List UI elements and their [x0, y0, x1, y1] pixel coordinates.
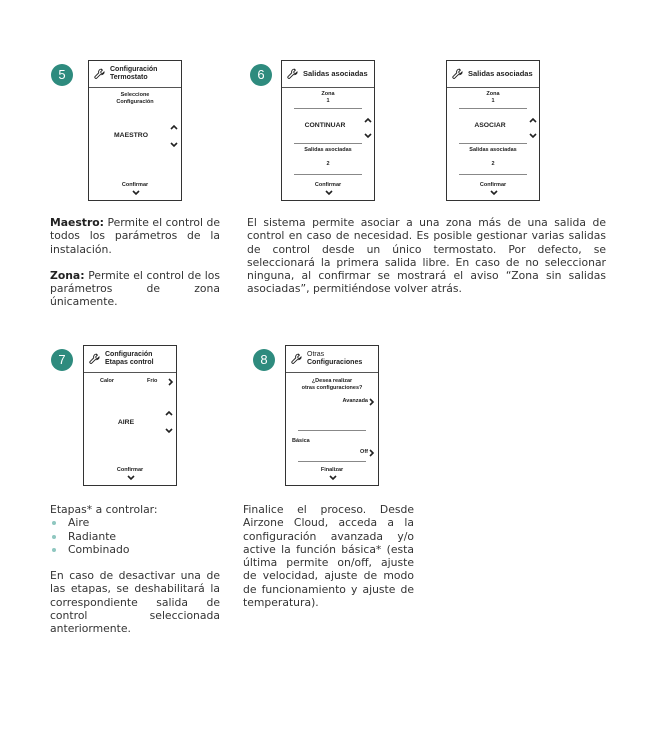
step-6-badge: 6	[250, 64, 272, 86]
chevron-right-icon[interactable]	[168, 378, 174, 386]
screen-title	[307, 351, 362, 367]
zone-value: 1	[326, 98, 330, 104]
wrench-icon	[286, 67, 300, 81]
screen-header	[286, 346, 378, 373]
zone-field	[282, 91, 374, 105]
selected-value: ASOCIAR	[474, 122, 506, 129]
title-line-2: Termostato	[110, 74, 148, 81]
step-8-badge: 8	[253, 349, 275, 371]
divider	[459, 108, 527, 109]
screen-title	[110, 66, 157, 82]
selected-value: AIRE	[117, 419, 135, 426]
chevron-down-icon[interactable]	[165, 428, 173, 434]
finish-button[interactable]: Finalizar	[320, 467, 344, 473]
divider	[298, 430, 366, 431]
basic-label: Básica	[292, 438, 310, 444]
step-5-description	[50, 216, 220, 309]
screen-title: Salidas asociadas	[468, 69, 533, 78]
advanced-option[interactable]: Avanzada	[342, 398, 368, 404]
chevron-right-icon[interactable]	[369, 449, 375, 457]
screen-header	[447, 61, 539, 88]
divider	[459, 174, 527, 175]
title-line-1: Otras	[307, 351, 325, 358]
calor-option[interactable]: Calor	[100, 378, 115, 384]
screen-configuracion-etapas	[83, 345, 177, 486]
divider	[298, 461, 366, 462]
outputs-label: Salidas asociadas	[469, 147, 517, 153]
chevron-down-icon[interactable]	[529, 133, 537, 139]
confirm-chevron-icon[interactable]	[490, 190, 498, 196]
outputs-value: 2	[491, 161, 495, 167]
question-line-2: otras configuraciones?	[301, 385, 363, 391]
step-5-badge: 5	[51, 64, 73, 86]
wrench-icon	[451, 67, 465, 81]
chevron-up-icon[interactable]	[170, 124, 178, 130]
zone-label: Zona	[486, 91, 500, 97]
divider	[294, 174, 362, 175]
confirm-button[interactable]: Confirmar	[116, 467, 144, 473]
maestro-paragraph	[50, 216, 220, 256]
confirm-chevron-icon[interactable]	[132, 190, 140, 196]
screen-title	[105, 351, 154, 367]
title-line-1: Configuración	[110, 66, 158, 73]
step-7-description	[50, 503, 220, 636]
zone-value: 1	[491, 98, 495, 104]
stages-intro: Etapas* a controlar:	[50, 503, 158, 516]
title-line-2: Configuraciones	[307, 359, 363, 366]
step-6-description: El sistema permite asociar a una zona más de una salida de control en caso de necesidad. Es posible gestionar varias salidas de control desde un único termostato. Por defecto, se seleccionará la primera salida libre. En caso de no seleccionar ninguna, al confirmar se mostrará el aviso “Zona sin salidas asociadas”, permitiéndose volver atrás.	[247, 216, 606, 296]
wrench-icon	[93, 67, 107, 81]
chevron-up-icon[interactable]	[364, 117, 372, 123]
selected-value: CONTINUAR	[304, 122, 346, 129]
confirm-button[interactable]: Confirmar	[479, 182, 507, 188]
divider	[294, 143, 362, 144]
wrench-icon	[88, 352, 102, 366]
step-8-description: Finalice el proceso. Desde Airzone Cloud, acceda a la configuración avanzada y/o active la función básica* (esta última permite on/off, ajuste de velocidad, ajuste de modo de funcionamiento y ajuste de temperatura).	[243, 503, 414, 610]
screen-salidas-asociadas-continuar	[281, 60, 375, 201]
screen-salidas-asociadas-asociar	[446, 60, 540, 201]
selected-value: MAESTRO	[114, 132, 148, 139]
step-7-badge: 7	[51, 349, 73, 371]
term-zona: Zona:	[50, 268, 85, 282]
confirm-chevron-icon[interactable]	[127, 475, 135, 481]
prompt-text	[89, 92, 181, 106]
zone-field	[447, 91, 539, 105]
title-line-1: Configuración	[105, 351, 153, 358]
stage-item: Aire	[50, 516, 220, 529]
chevron-up-icon[interactable]	[165, 410, 173, 416]
stages-list	[50, 516, 220, 556]
screen-title: Salidas asociadas	[303, 69, 368, 78]
term-maestro: Maestro:	[50, 216, 105, 229]
confirm-button[interactable]: Confirmar	[121, 182, 149, 188]
chevron-right-icon[interactable]	[369, 398, 375, 406]
title-line-2: Etapas control	[105, 359, 154, 366]
outputs-label: Salidas asociadas	[304, 147, 352, 153]
divider	[294, 108, 362, 109]
basic-value[interactable]: Off	[360, 449, 368, 455]
question-text	[286, 378, 378, 392]
confirm-button[interactable]: Confirmar	[314, 182, 342, 188]
maestro-text: Permite el control de todos los parámetros de la instalación.	[50, 216, 220, 256]
prompt-line-2: Configuración	[116, 99, 154, 105]
frio-option[interactable]: Frío	[147, 378, 158, 384]
stage-item: Combinado	[50, 543, 220, 556]
question-line-1: ¿Desea realizar	[311, 378, 353, 384]
screen-header	[84, 346, 176, 373]
confirm-chevron-icon[interactable]	[325, 190, 333, 196]
divider	[459, 143, 527, 144]
zone-label: Zona	[321, 91, 335, 97]
finish-chevron-icon[interactable]	[329, 475, 337, 481]
screen-otras-configuraciones	[285, 345, 379, 486]
zona-paragraph	[50, 269, 220, 309]
zona-text: Permite el control de los parámetros de zona únicamente.	[50, 268, 220, 309]
chevron-down-icon[interactable]	[170, 142, 178, 148]
screen-header	[89, 61, 181, 88]
chevron-up-icon[interactable]	[529, 117, 537, 123]
prompt-line-1: Seleccione	[120, 92, 150, 98]
wrench-icon	[290, 352, 304, 366]
outputs-value: 2	[326, 161, 330, 167]
stages-note: En caso de desactivar una de las etapas, se deshabilitará la correspondiente salida de control seleccionada anteriormente.	[50, 569, 220, 636]
screen-header	[282, 61, 374, 88]
stage-item: Radiante	[50, 530, 220, 543]
chevron-down-icon[interactable]	[364, 133, 372, 139]
screen-configuracion-termostato	[88, 60, 182, 201]
